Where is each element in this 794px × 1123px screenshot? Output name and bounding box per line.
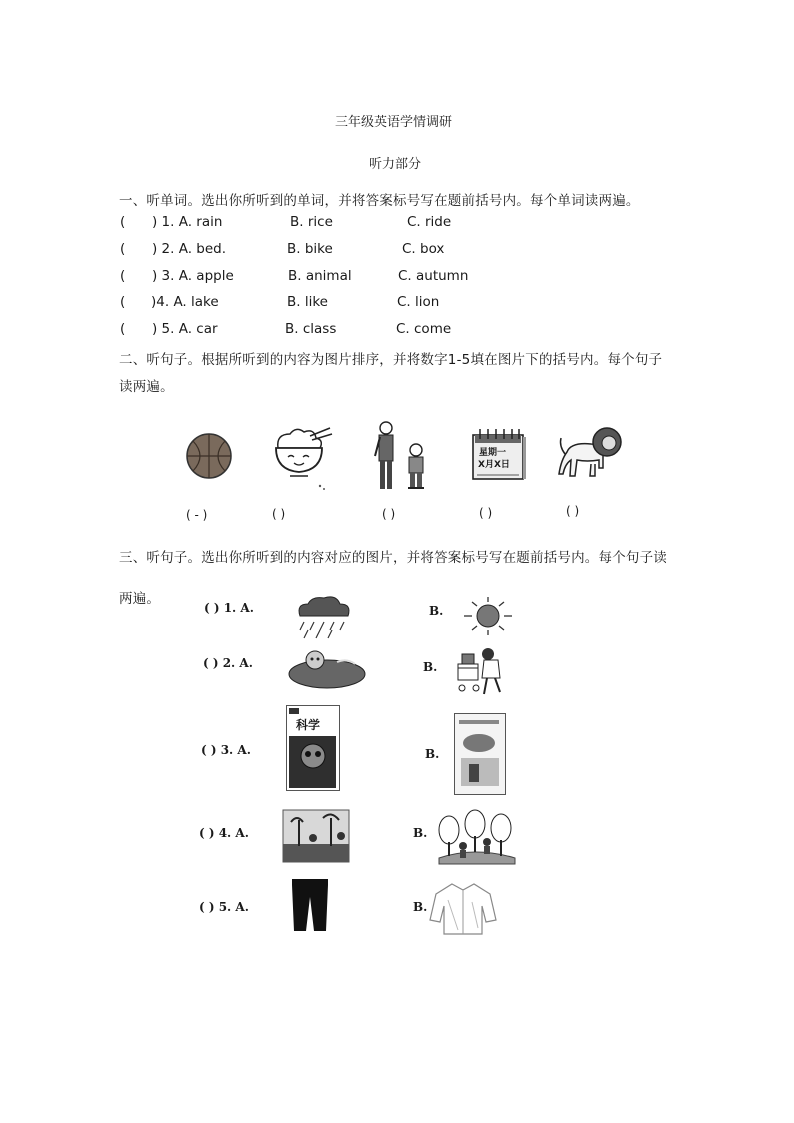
option-a: ) 5. A. car [152, 321, 218, 337]
order-bracket-2[interactable]: ( ) [272, 507, 286, 521]
calendar-weekday: 星期一 [479, 448, 507, 458]
option-b-label: B. [423, 660, 438, 674]
lion-image [557, 424, 623, 482]
rain-cloud-image [292, 594, 354, 640]
option-c: C. ride [407, 214, 452, 230]
order-bracket-4[interactable]: ( ) [479, 506, 493, 520]
section3-question-5[interactable]: ( ) 5. A. [199, 900, 249, 914]
shopping-image [454, 646, 516, 698]
muddy-puddle-image [287, 648, 367, 690]
option-c: C. box [402, 241, 445, 257]
english-book-image [454, 713, 506, 795]
option-a: ) 2. A. bed. [152, 241, 227, 257]
section3-question-3[interactable]: ( ) 3. A. [201, 743, 251, 757]
answer-bracket[interactable]: ( [120, 214, 126, 230]
answer-bracket[interactable]: ( [120, 294, 126, 310]
sun-image [460, 596, 516, 636]
option-c: C. come [396, 321, 452, 337]
father-and-son-image [372, 420, 432, 494]
option-b-label: B. [413, 826, 428, 840]
section3-question-2[interactable]: ( ) 2. A. [203, 656, 253, 670]
page-title: 三年级英语学情调研 [335, 115, 453, 130]
option-c: C. lion [397, 294, 440, 310]
order-bracket-1[interactable]: ( - ) [186, 508, 208, 522]
option-b: B. like [287, 294, 328, 310]
section3-instruction: 三、听句子。选出你所听到的内容对应的图片，并将答案标号写在题前括号内。每个句子读 [119, 550, 667, 566]
order-bracket-3[interactable]: ( ) [382, 507, 396, 521]
calendar-image [471, 427, 527, 483]
option-b: B. class [285, 321, 337, 337]
trousers-image [288, 877, 332, 933]
section2-instruction-cont: 读两遍。 [119, 379, 174, 395]
option-b: B. bike [287, 241, 333, 257]
option-c: C. autumn [398, 268, 469, 284]
option-a: ) 1. A. rain [152, 214, 223, 230]
option-a: )4. A. lake [151, 294, 219, 310]
option-b: B. animal [288, 268, 352, 284]
option-b-label: B. [429, 604, 444, 618]
section2-instruction: 二、听句子。根据所听到的内容为图片排序，并将数字1-5填在图片下的括号内。每个句子 [119, 352, 663, 368]
park-dark-image [283, 810, 349, 862]
option-a: ) 3. A. apple [152, 268, 234, 284]
section3-question-1[interactable]: ( ) 1. A. [204, 601, 254, 615]
option-b-label: B. [425, 747, 440, 761]
science-book-image [286, 705, 340, 791]
order-bracket-5[interactable]: ( ) [566, 504, 580, 518]
section3-instruction-cont: 两遍。 [119, 591, 161, 607]
park-children-image [435, 806, 519, 866]
option-b-label: B. [413, 900, 428, 914]
book-title: 科学 [296, 718, 321, 732]
rice-bowl-image [270, 426, 334, 492]
section3-question-4[interactable]: ( ) 4. A. [199, 826, 249, 840]
answer-bracket[interactable]: ( [120, 241, 126, 257]
section1-instruction: 一、听单词。选出你所听到的单词，并将答案标号写在题前括号内。每个单词读两遍。 [119, 193, 640, 209]
answer-bracket[interactable]: ( [120, 268, 126, 284]
option-b: B. rice [290, 214, 333, 230]
coat-image [428, 880, 498, 936]
calendar-date: X月X日 [478, 460, 510, 470]
page-subtitle: 听力部分 [369, 157, 422, 172]
basketball-image [185, 432, 233, 480]
answer-bracket[interactable]: ( [120, 321, 126, 337]
